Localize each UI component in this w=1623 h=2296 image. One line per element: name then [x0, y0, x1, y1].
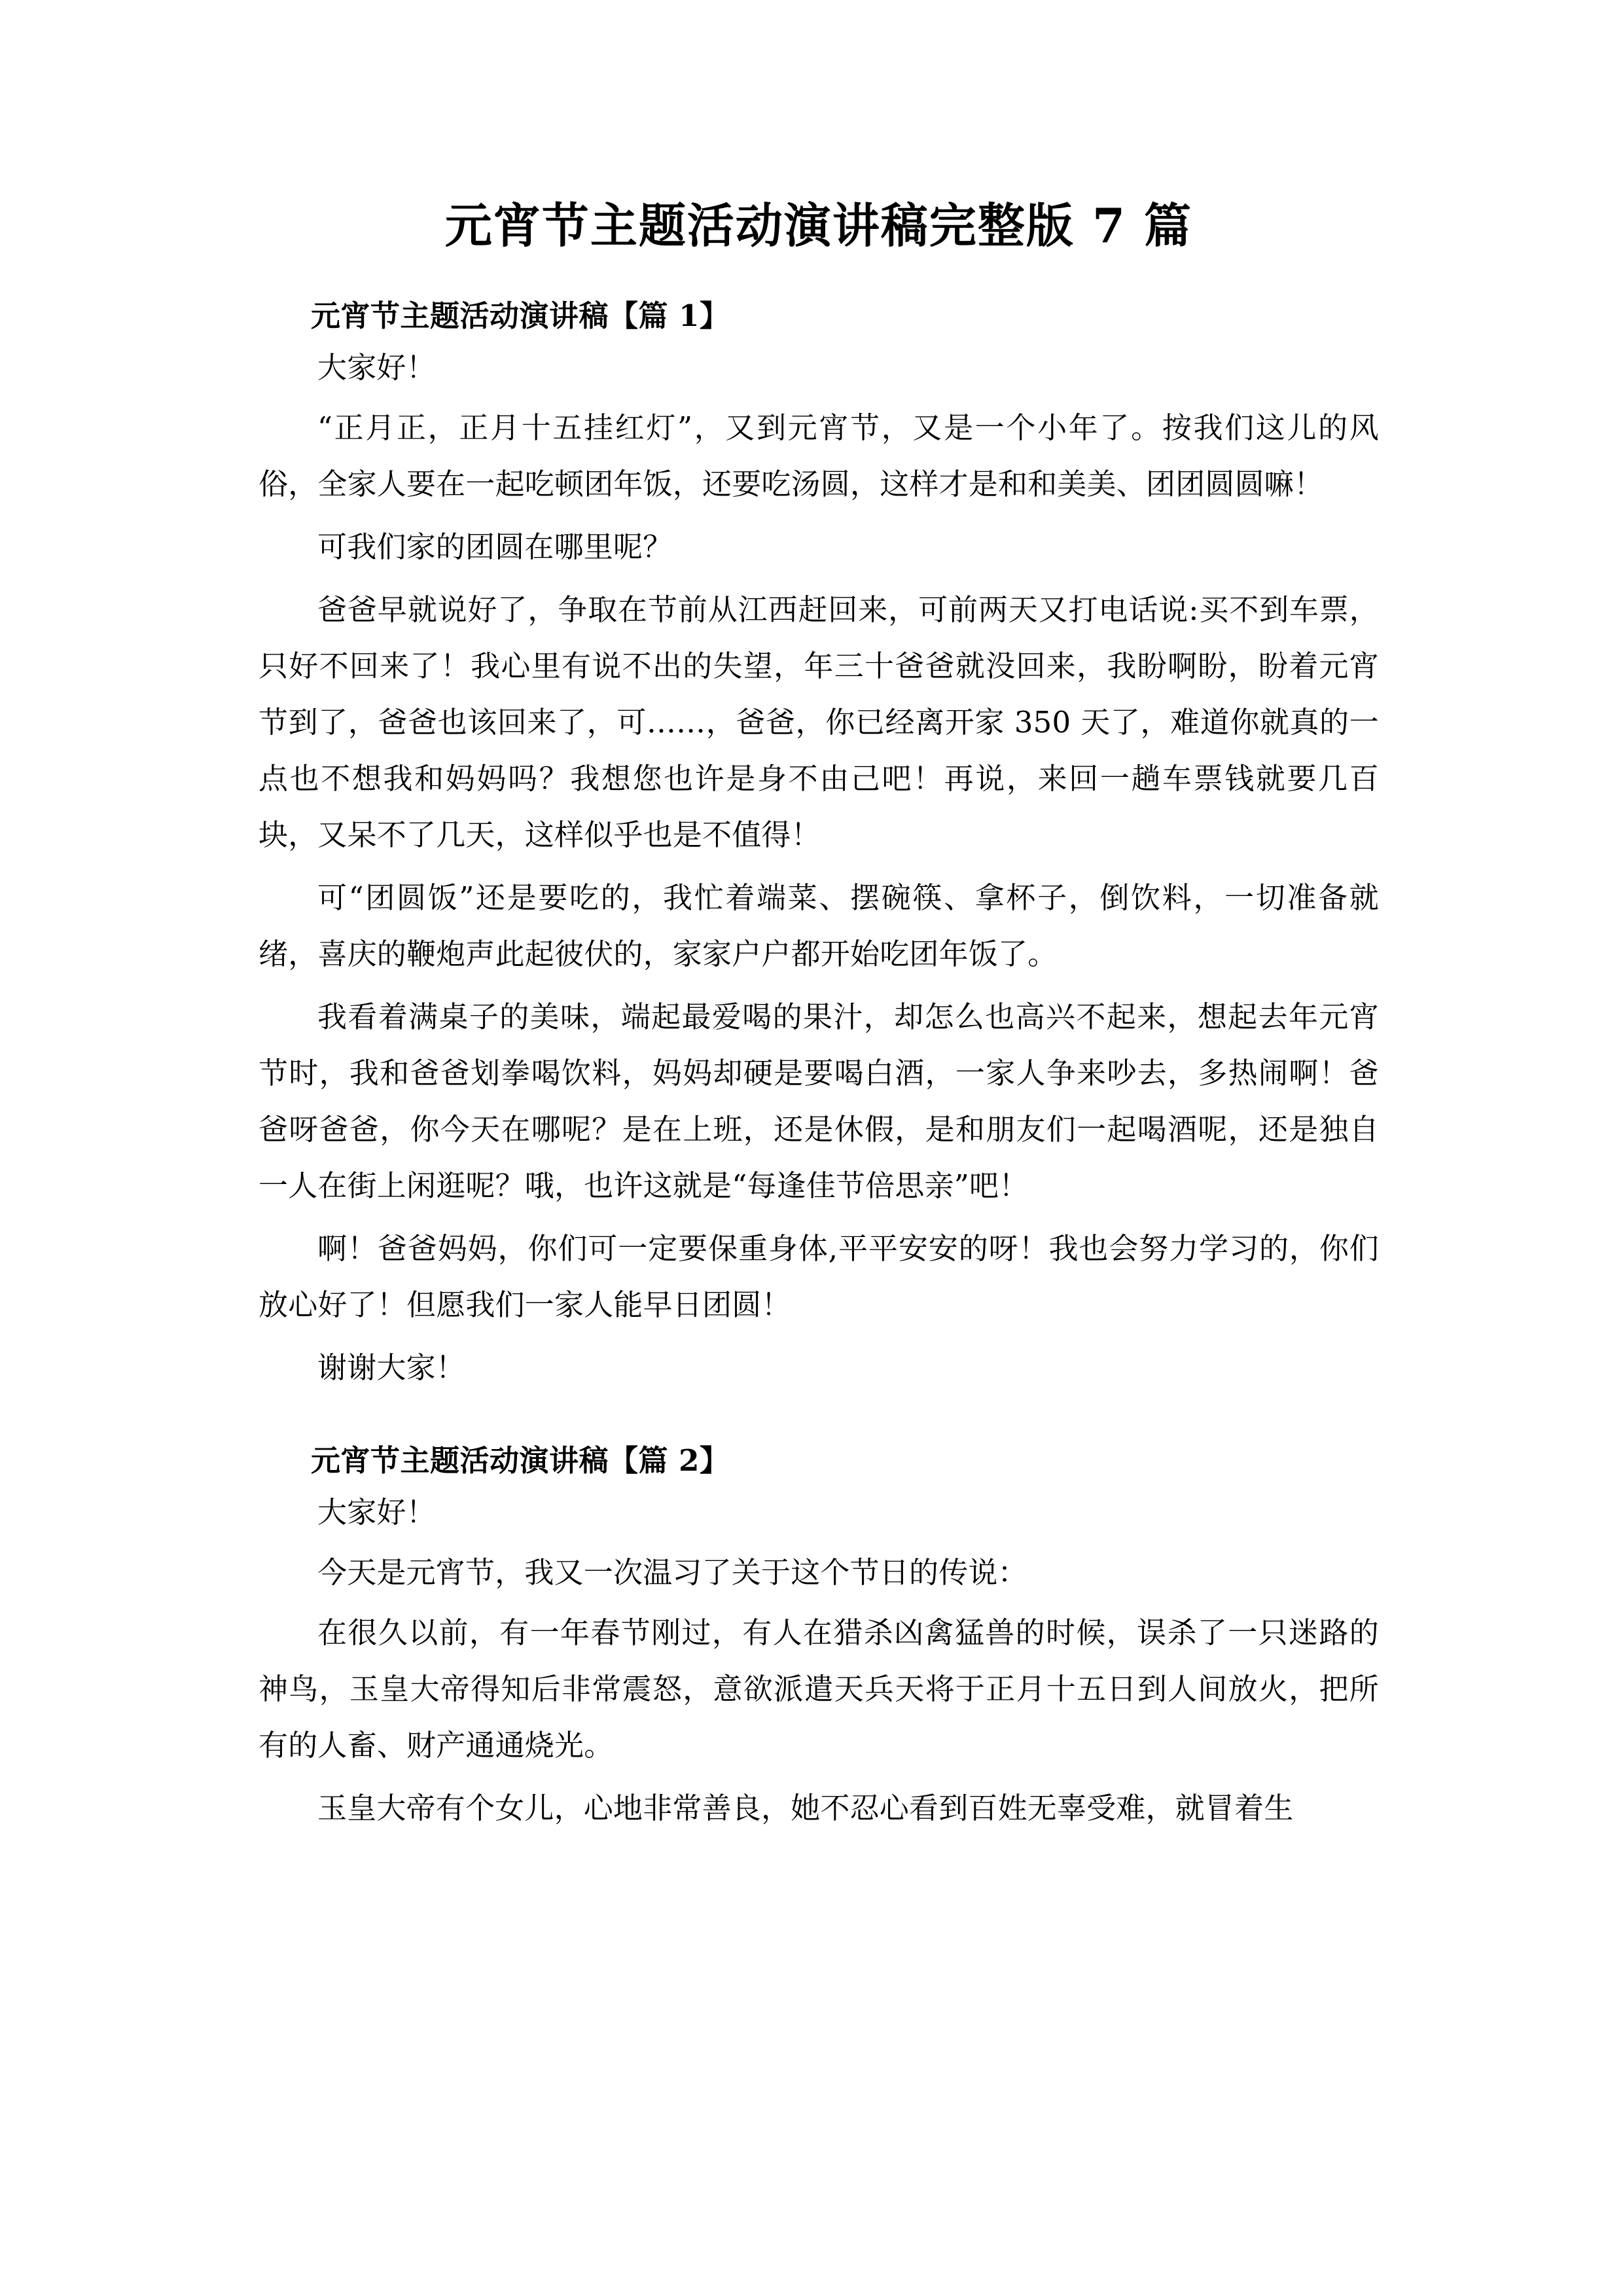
paragraph: 大家好！ [317, 1495, 436, 1530]
page-content [259, 0, 1379, 1843]
section-heading-2: 元宵节主题活动演讲稿【篇 2】 [311, 1443, 730, 1478]
paragraph: 可我们家的团圆在哪里呢？ [317, 529, 673, 564]
paragraph: 谢谢大家！ [317, 1350, 466, 1385]
paragraph: 爸爸早就说好了，争取在节前从江西赶回来，可前两天又打电话说:买不到车票，只好不回来了！我心里有说不出的失望，年三十爸爸就没回来，我盼啊盼，盼着元宵节到了，爸爸也该回来了，可……，爸爸，你已经离开家 350 天了，难道你就真的一点也不想我和妈妈吗？我想您也许是身不由己吧！再说，来回一趟车票钱就要几百块，又呆不了几天，这样似乎也是不值得！ [259, 592, 1379, 852]
paragraph: 今天是元宵节，我又一次温习了关于这个节日的传说： [317, 1555, 1027, 1590]
paragraph: 在很久以前，有一年春节刚过，有人在猎杀凶禽猛兽的时候，误杀了一只迷路的神鸟，玉皇大帝得知后非常震怒，意欲派遣天兵天将于正月十五日到人间放火，把所有的人畜、财产通通烧光。 [259, 1615, 1379, 1763]
paragraph: 啊！爸爸妈妈，你们可一定要保重身体,平平安安的呀！我也会努力学习的，你们放心好了！但愿我们一家人能早日团圆！ [259, 1231, 1379, 1322]
paragraph: 大家好！ [317, 350, 436, 385]
paragraph: 我看着满桌子的美味，端起最爱喝的果汁，却怎么也高兴不起来，想起去年元宵节时，我和爸爸划拳喝饮料，妈妈却硬是要喝白酒，一家人争来吵去，多热闹啊！爸爸呀爸爸，你今天在哪呢？是在上班，还是休假，是和朋友们一起喝酒呢，还是独自一人在街上闲逛呢？哦，也许这就是“每逢佳节倍思亲”吧！ [259, 999, 1379, 1203]
paragraph: 可“团圆饭”还是要吃的，我忙着端菜、摆碗筷、拿杯子，倒饮料，一切准备就绪，喜庆的鞭炮声此起彼伏的，家家户户都开始吃团年饭了。 [259, 880, 1379, 971]
page-title: 元宵节主题活动演讲稿完整版 7 篇 [444, 198, 1193, 253]
section-heading-1: 元宵节主题活动演讲稿【篇 1】 [311, 298, 730, 333]
paragraph: 玉皇大帝有个女儿，心地非常善良，她不忍心看到百姓无辜受难，就冒着生 [317, 1791, 1294, 1825]
paragraph: “正月正，正月十五挂红灯”，又到元宵节，又是一个小年了。按我们这儿的风俗，全家人要在一起吃顿团年饭，还要吃汤圆，这样才是和和美美、团团圆圆嘛！ [259, 410, 1379, 501]
